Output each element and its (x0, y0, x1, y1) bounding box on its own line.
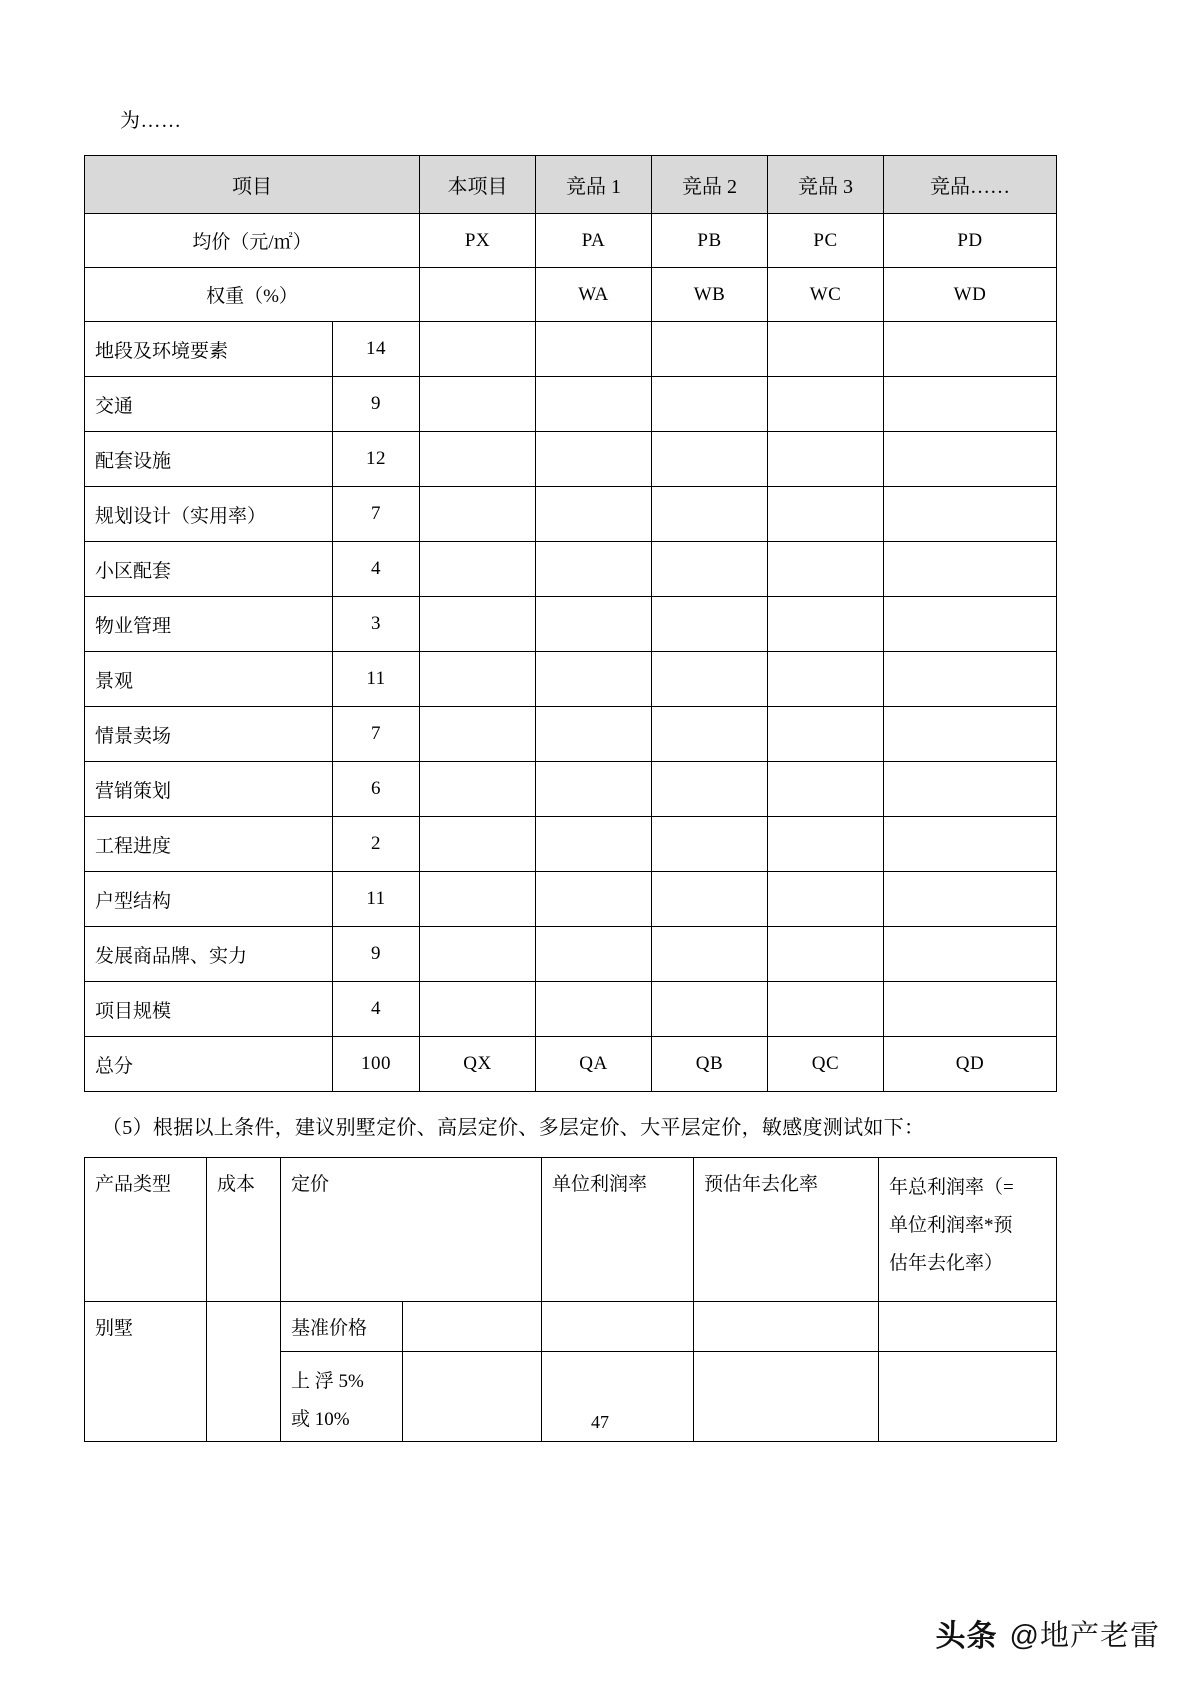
total-score-c4: QD (884, 1037, 1057, 1092)
pricing-cell-base-price-value (403, 1302, 542, 1352)
row-label-weight: 权重（%） (85, 268, 420, 322)
pricing-header-annual-total-profit-rate (879, 1158, 1057, 1302)
table-row (85, 597, 1057, 652)
cell-weight-c3: WC (768, 268, 884, 322)
score-cell-c3 (768, 652, 884, 707)
score-cell-c1 (536, 872, 652, 927)
header-cell-competitor-2: 竞品 2 (652, 156, 768, 214)
factor-weight: 11 (333, 652, 420, 707)
score-cell-c4 (884, 652, 1057, 707)
score-cell-c4 (884, 982, 1057, 1037)
factor-weight: 9 (333, 377, 420, 432)
factor-weight: 2 (333, 817, 420, 872)
score-cell-c4 (884, 817, 1057, 872)
uplift-line-2: 或 10% (291, 1409, 350, 1430)
factor-name: 营销策划 (85, 762, 333, 817)
pricing-cell-annual-sell-base (694, 1302, 879, 1352)
factor-weight: 9 (333, 927, 420, 982)
score-cell-c2 (652, 597, 768, 652)
total-score-c3: QC (768, 1037, 884, 1092)
score-cell-c3 (768, 597, 884, 652)
pricing-sensitivity-table (84, 1157, 1057, 1442)
pricing-header-row (85, 1158, 1057, 1302)
factor-name: 发展商品牌、实力 (85, 927, 333, 982)
score-cell-self (420, 322, 536, 377)
cell-price-c1: PA (536, 214, 652, 268)
watermark (936, 1611, 1160, 1655)
cell-weight-c2: WB (652, 268, 768, 322)
score-cell-c3 (768, 432, 884, 487)
score-cell-c1 (536, 982, 652, 1037)
cell-price-self: PX (420, 214, 536, 268)
row-label-average-price: 均价（元/㎡） (85, 214, 420, 268)
factor-name: 小区配套 (85, 542, 333, 597)
score-cell-self (420, 762, 536, 817)
score-cell-c2 (652, 652, 768, 707)
score-cell-c1 (536, 707, 652, 762)
uplift-line-1: 上 浮 5% (291, 1371, 364, 1392)
header-cell-item: 项目 (85, 156, 420, 214)
score-cell-c2 (652, 817, 768, 872)
header-cell-competitor-1: 竞品 1 (536, 156, 652, 214)
table-header-row (85, 156, 1057, 214)
intro-text: 为…… (120, 110, 182, 132)
score-cell-c4 (884, 762, 1057, 817)
competitor-comparison-table (84, 155, 1057, 1092)
factor-weight: 12 (333, 432, 420, 487)
score-cell-self (420, 432, 536, 487)
table-row-weight (85, 268, 1057, 322)
factor-name: 工程进度 (85, 817, 333, 872)
factor-weight: 4 (333, 982, 420, 1037)
total-score-c2: QB (652, 1037, 768, 1092)
score-cell-c1 (536, 487, 652, 542)
pricing-header-unit-profit-rate: 单位利润率 (542, 1158, 694, 1302)
table-row (85, 762, 1057, 817)
header-cell-self-project: 本项目 (420, 156, 536, 214)
total-score-c1: QA (536, 1037, 652, 1092)
score-cell-c2 (652, 927, 768, 982)
factor-name: 景观 (85, 652, 333, 707)
score-cell-c3 (768, 817, 884, 872)
paragraph-5: （5）根据以上条件，建议别墅定价、高层定价、多层定价、大平层定价，敏感度测试如下： (102, 1117, 925, 1139)
table-row (85, 927, 1057, 982)
factor-name: 项目规模 (85, 982, 333, 1037)
table-row (85, 432, 1057, 487)
score-cell-c4 (884, 927, 1057, 982)
table-row (85, 652, 1057, 707)
factor-weight: 7 (333, 487, 420, 542)
table-row (85, 487, 1057, 542)
annual-profit-line-1: 年总利润率（= (889, 1177, 1014, 1198)
watermark-handle: @地产老雷 (1009, 1619, 1160, 1652)
score-cell-c3 (768, 322, 884, 377)
table-row (85, 542, 1057, 597)
pricing-cell-unit-profit-base (542, 1302, 694, 1352)
score-cell-c2 (652, 432, 768, 487)
score-cell-c4 (884, 597, 1057, 652)
score-cell-self (420, 982, 536, 1037)
score-cell-c4 (884, 542, 1057, 597)
cell-price-c2: PB (652, 214, 768, 268)
factor-weight: 7 (333, 707, 420, 762)
score-cell-c2 (652, 377, 768, 432)
score-cell-c2 (652, 542, 768, 597)
pricing-header-cost: 成本 (207, 1158, 281, 1302)
table-row (85, 377, 1057, 432)
page-content (84, 0, 1056, 1442)
pricing-header-price: 定价 (281, 1158, 542, 1302)
score-cell-c4 (884, 432, 1057, 487)
table-row (85, 322, 1057, 377)
cell-price-c3: PC (768, 214, 884, 268)
score-cell-self (420, 872, 536, 927)
pricing-cell-product-type-villa: 别墅 (85, 1302, 207, 1442)
watermark-logo: 头条 (935, 1620, 998, 1653)
factor-weight: 14 (333, 322, 420, 377)
table-row (85, 707, 1057, 762)
score-cell-c1 (536, 652, 652, 707)
score-cell-c2 (652, 322, 768, 377)
score-cell-c4 (884, 872, 1057, 927)
score-cell-self (420, 542, 536, 597)
score-cell-c3 (768, 982, 884, 1037)
total-score-self: QX (420, 1037, 536, 1092)
pricing-header-estimated-annual-sell-rate: 预估年去化率 (694, 1158, 879, 1302)
score-cell-c4 (884, 487, 1057, 542)
annual-profit-line-3: 估年去化率） (889, 1253, 1004, 1274)
factor-name: 规划设计（实用率） (85, 487, 333, 542)
score-cell-c3 (768, 762, 884, 817)
score-cell-c1 (536, 542, 652, 597)
score-cell-c2 (652, 487, 768, 542)
factor-name: 地段及环境要素 (85, 322, 333, 377)
header-cell-competitor-3: 竞品 3 (768, 156, 884, 214)
score-cell-c1 (536, 927, 652, 982)
factor-weight: 11 (333, 872, 420, 927)
score-cell-c2 (652, 762, 768, 817)
score-cell-c1 (536, 377, 652, 432)
factor-weight: 3 (333, 597, 420, 652)
score-cell-self (420, 817, 536, 872)
pricing-header-product-type: 产品类型 (85, 1158, 207, 1302)
pricing-row-villa-base (85, 1302, 1057, 1352)
cell-weight-c4: WD (884, 268, 1057, 322)
score-cell-self (420, 377, 536, 432)
score-cell-c4 (884, 707, 1057, 762)
row-label-total: 总分 (85, 1037, 333, 1092)
header-cell-competitor-more: 竞品…… (884, 156, 1057, 214)
page-number: 47 (591, 1412, 609, 1432)
score-cell-c2 (652, 707, 768, 762)
score-cell-c2 (652, 982, 768, 1037)
pricing-cell-annual-total-base (879, 1302, 1057, 1352)
score-cell-self (420, 597, 536, 652)
score-cell-c3 (768, 487, 884, 542)
score-cell-c1 (536, 597, 652, 652)
pricing-cell-base-price-label: 基准价格 (281, 1302, 403, 1352)
factor-name: 情景卖场 (85, 707, 333, 762)
factor-name: 交通 (85, 377, 333, 432)
table-row (85, 872, 1057, 927)
score-cell-c4 (884, 322, 1057, 377)
factor-name: 物业管理 (85, 597, 333, 652)
score-cell-c1 (536, 322, 652, 377)
cell-weight-self (420, 268, 536, 322)
score-cell-self (420, 707, 536, 762)
score-cell-c3 (768, 707, 884, 762)
score-cell-self (420, 927, 536, 982)
score-cell-c2 (652, 872, 768, 927)
score-cell-c3 (768, 872, 884, 927)
score-cell-c1 (536, 762, 652, 817)
score-cell-c4 (884, 377, 1057, 432)
cell-price-c4: PD (884, 214, 1057, 268)
score-cell-c3 (768, 927, 884, 982)
score-cell-c1 (536, 432, 652, 487)
factor-name: 户型结构 (85, 872, 333, 927)
annual-profit-line-2: 单位利润率*预 (889, 1215, 1013, 1236)
factor-weight: 6 (333, 762, 420, 817)
table-row (85, 982, 1057, 1037)
factor-name: 配套设施 (85, 432, 333, 487)
table-row-total (85, 1037, 1057, 1092)
total-weight: 100 (333, 1037, 420, 1092)
score-cell-c3 (768, 377, 884, 432)
table-row-average-price (85, 214, 1057, 268)
score-cell-self (420, 487, 536, 542)
cell-weight-c1: WA (536, 268, 652, 322)
table-row (85, 817, 1057, 872)
score-cell-c3 (768, 542, 884, 597)
factor-weight: 4 (333, 542, 420, 597)
score-cell-c1 (536, 817, 652, 872)
score-cell-self (420, 652, 536, 707)
